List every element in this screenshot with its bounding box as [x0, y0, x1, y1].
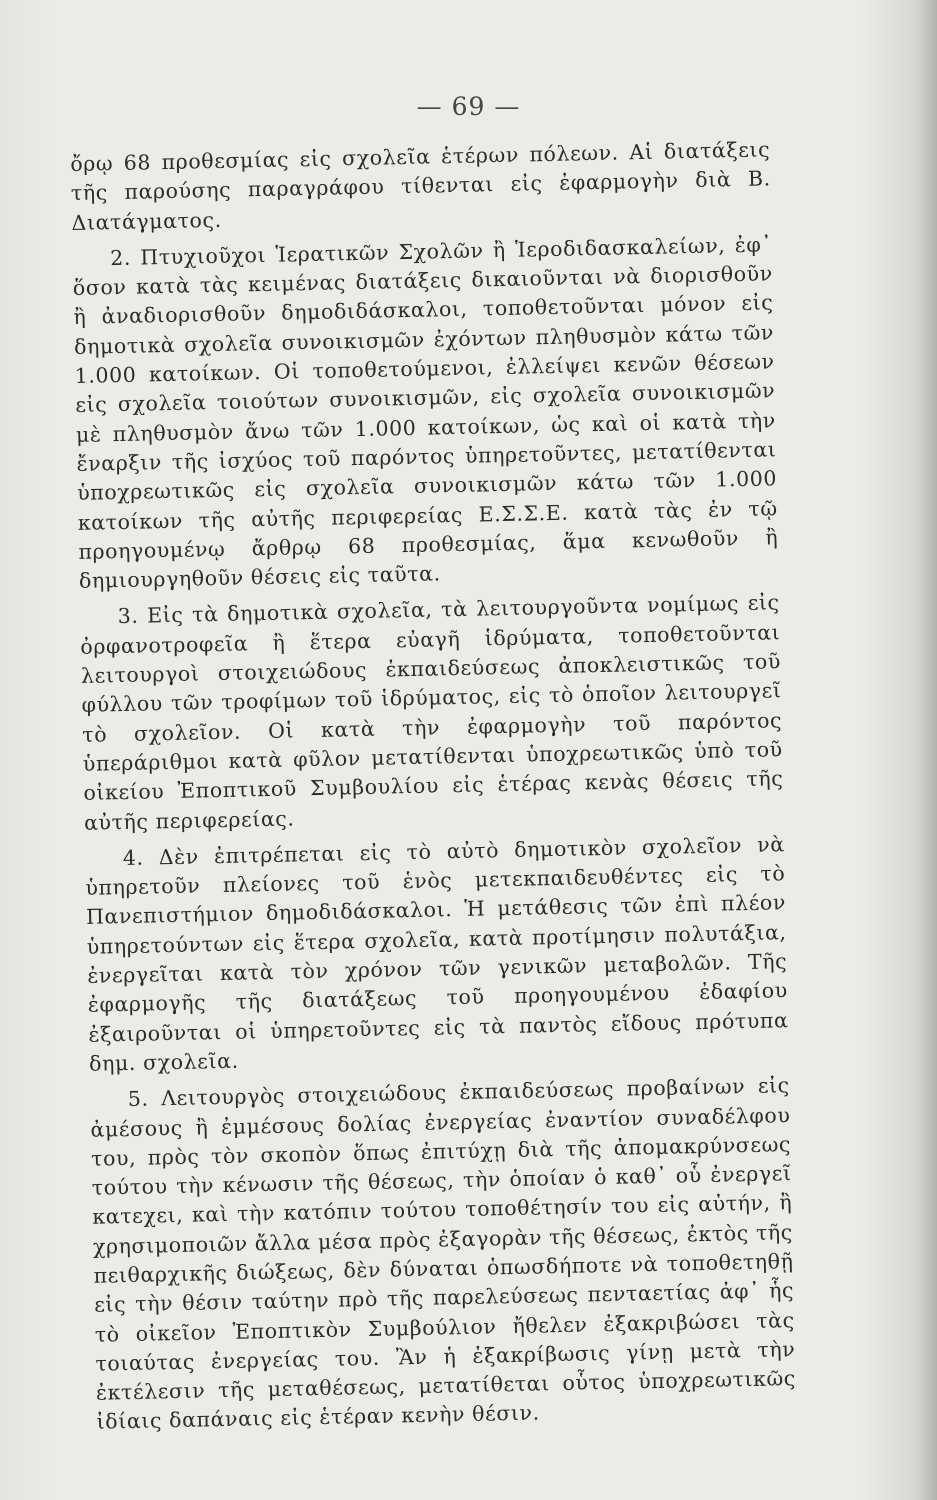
body-text: [70, 135, 797, 1437]
paragraph-4: 4. Δὲν ἐπιτρέπεται εἰς τὸ αὐτὸ δημοτικὸν σχολεῖον νὰ ὑπηρετοῦν πλείονες τοῦ ἑνὸς μετεκπαιδευθέντες εἰς τὸ Πανεπιστήμιον δημοδιδάσκαλοι. Ἡ μετάθεσις τῶν ἐπὶ πλέον ὑπηρετούντων εἰς ἕτερα σχολεῖα, κατὰ προτίμησιν πολυτάξια, ἐνεργεῖται κατὰ τὸν χρόνον τῶν γενικῶν μεταβολῶν. Τῆς ἐφαρμογῆς τῆς διατάξεως τοῦ προηγουμένου ἐδαφίου ἐξαιροῦνται οἱ ὑπηρετοῦντες εἰς τὰ παντὸς εἴδους πρότυπα δημ. σχολεῖα.: [85, 832, 789, 1076]
page-spine-shadow: [915, 0, 937, 1500]
paragraph-continuation: ὄρῳ 68 προθεσμίας εἰς σχολεῖα ἑτέρων πόλεων. Αἱ διατάξεις τῆς παρούσης παραγράφου τίθενται εἰς ἐφαρμογὴν διὰ Β. Διατάγματος.: [70, 137, 772, 235]
paragraph-3: 3. Εἰς τὰ δημοτικὰ σχολεῖα, τὰ λειτουργοῦντα νομίμως εἰς ὀρφανοτροφεῖα ἢ ἕτερα εὐαγῆ ἱδρύματα, τοποθετοῦνται λειτουργοὶ στοιχειώδους ἐκπαιδεύσεως ἀποκλειστικῶς τοῦ φύλλου τῶν τροφίμων τοῦ ἱδρύματος, εἰς τὸ ὁποῖον λειτουργεῖ τὸ σχολεῖον. Οἱ κατὰ τὴν ἐφαρμογὴν τοῦ παρόντος ὑπεράριθμοι κατὰ φῦλον μετατίθενται ὑποχρεωτικῶς ὑπὸ τοῦ οἰκείου Ἐποπτικοῦ Συμβουλίου εἰς ἑτέρας κενὰς θέσεις τῆς αὐτῆς περιφερείας.: [80, 590, 784, 835]
paragraph-5: 5. Λειτουργὸς στοιχειώδους ἐκπαιδεύσεως προβαίνων εἰς ἀμέσους ἢ ἐμμέσους δολίας ἐνεργείας ἐναντίον συναδέλφου του, πρὸς τὸν σκοπὸν ὅπως ἐπιτύχῃ διὰ τῆς ἀπομακρύνσεως τούτου τὴν κένωσιν τῆς θέσεως, τὴν ὁποίαν ὁ καθ᾽ οὗ ἐνεργεῖ κατεχει, καὶ τὴν κατόπιν τούτου τοποθέτησίν του εἰς αὐτήν, ἢ χρησιμοποιῶν ἄλλα μέσα πρὸς ἐξαγορὰν τῆς θέσεως, ἐκτὸς τῆς πειθαρχικῆς διώξεως, δὲν δύναται ὁπωσδήποτε νὰ τοποθετηθῇ εἰς τὴν θέσιν ταύτην πρὸ τῆς παρελεύσεως πενταετίας ἀφ᾽ ἧς τὸ οἰκεῖον Ἐποπτικὸν Συμβούλιον ἤθελεν ἐξακριβώσει τὰς τοιαύτας ἐνεργείας του. Ἂν ἡ ἐξακρίβωσις γίνῃ μετὰ τὴν ἐκτέλεσιν τῆς μεταθέσεως, μετατίθεται οὗτος ὑποχρεωτικῶς ἰδίαις δαπάναις εἰς ἑτέραν κενὴν θέσιν.: [90, 1073, 797, 1435]
page-number: — 69 —: [416, 92, 521, 121]
paragraph-2: 2. Πτυχιοῦχοι Ἱερατικῶν Σχολῶν ἢ Ἱεροδιδασκαλείων, ἐφ᾽ ὅσον κατὰ τὰς κειμένας διατάξεις δικαιοῦνται νὰ διορισθοῦν ἢ ἀναδιορισθοῦν δημοδιδάσκαλοι, τοποθετοῦνται μόνον εἰς δημοτικὰ σχολεῖα συνοικισμῶν ἐχόντων πληθυσμὸν κάτω τῶν 1.000 κατοίκων. Οἱ τοποθετούμενοι, ἐλλείψει κενῶν θέσεων εἰς σχολεῖα τοιούτων συνοικισμῶν, εἰς σχολεῖα συνοικισμῶν μὲ πληθυσμὸν ἄνω τῶν 1.000 κατοίκων, ὡς καὶ οἱ κατὰ τὴν ἔναρξιν τῆς ἰσχύος τοῦ παρόντος ὑπηρετοῦντες, μετατίθενται ὑποχρεωτικῶς εἰς σχολεῖα συνοικισμῶν κάτω τῶν 1.000 κατοίκων τῆς αὐτῆς περιφερείας Ε.Σ.Σ.Ε. κατὰ τὰς ἐν τῷ προηγουμένῳ ἄρθρῳ 68 προθεσμίας, ἅμα κενωθοῦν ἢ δημιουργηθοῦν θέσεις εἰς ταῦτα.: [72, 232, 779, 594]
